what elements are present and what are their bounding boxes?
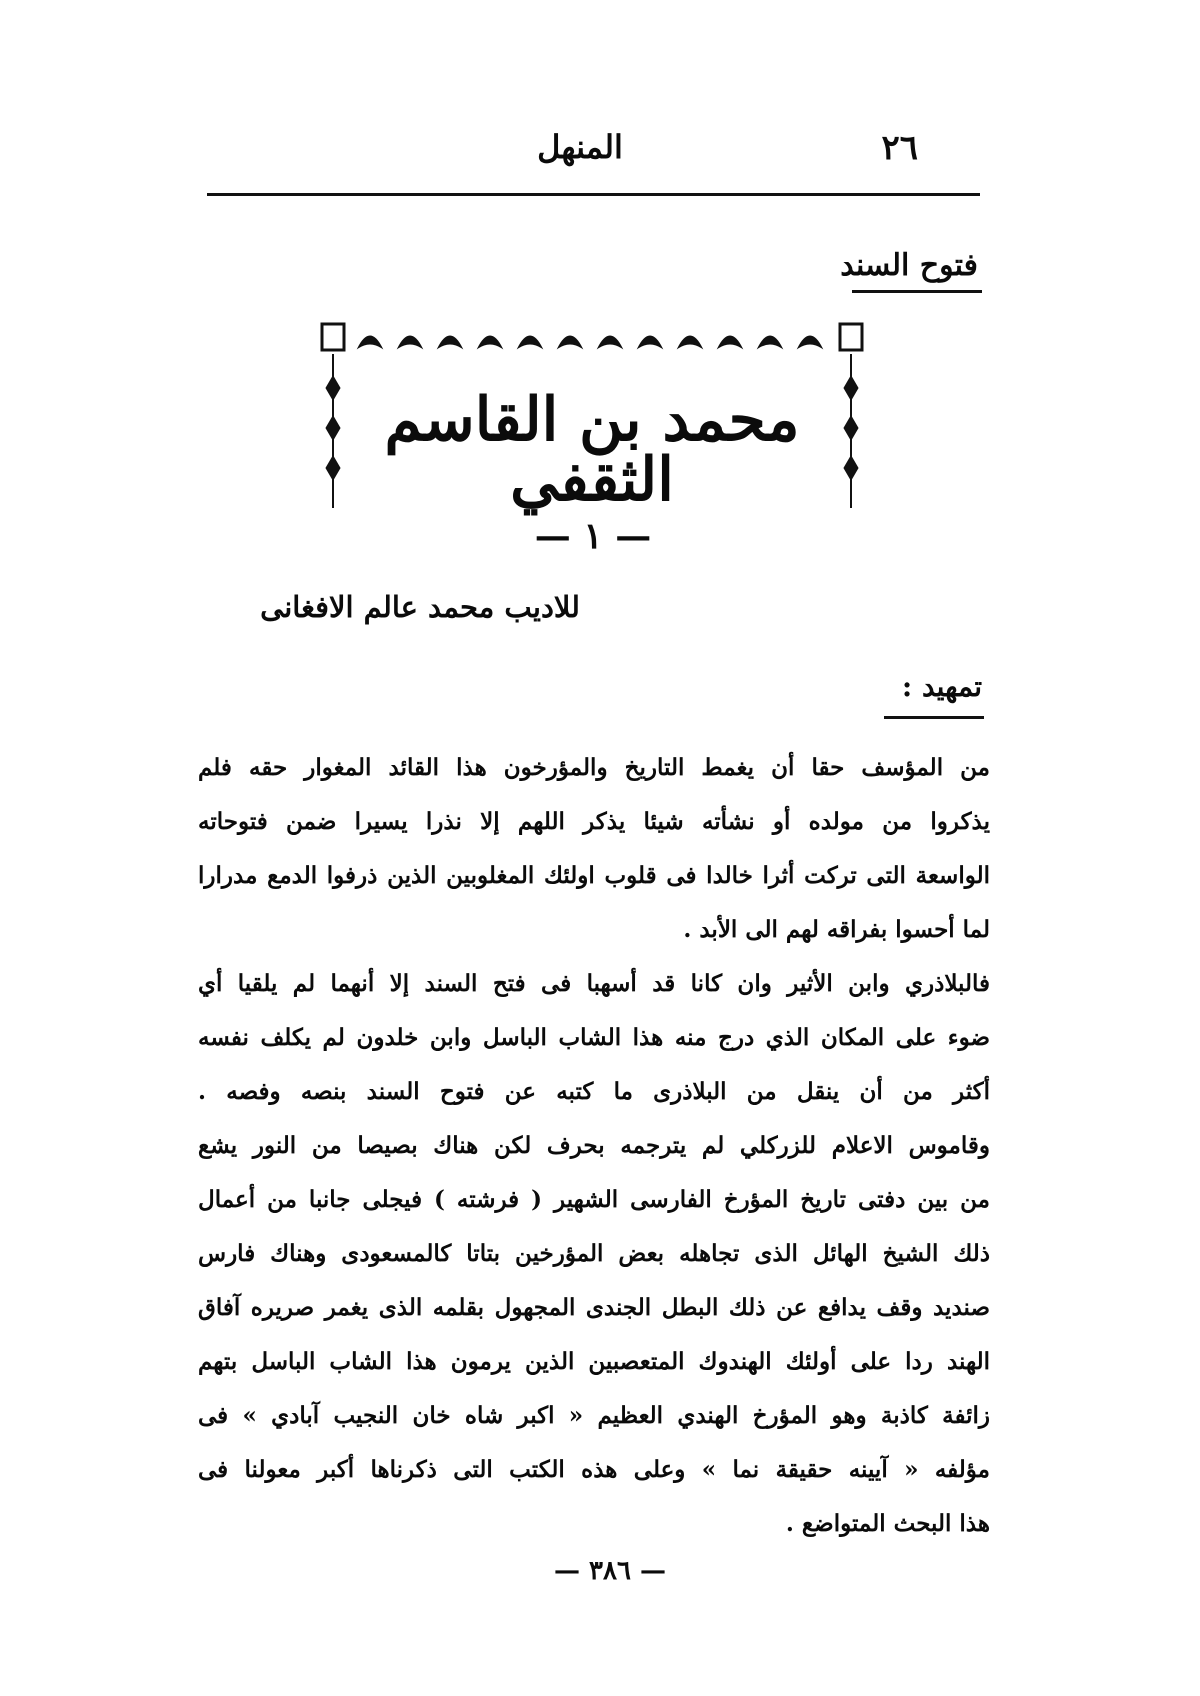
body-line: لما أحسوا بفراقه لهم الى الأبد . — [683, 916, 990, 943]
page-number-top: ٢٦ — [881, 128, 918, 168]
body-line: ذلك الشيخ الهائل الذى تجاهله بعض المؤرخين بتاتا كالمسعودى وهناك فارس — [198, 1240, 990, 1267]
ornament-leaf-icon — [758, 336, 782, 348]
body-line: الهند ردا على أولئك الهندوك المتعصبين الذين يرمون هذا الشاب الباسل بتهم — [198, 1348, 990, 1375]
header-rule — [207, 193, 980, 196]
ornament-leaf-icon — [478, 336, 502, 348]
body-line: مؤلفه « آيينه حقيقة نما » وعلى هذه الكتب التى ذكرناها أكبر معولنا فى — [198, 1456, 990, 1483]
ornament-leaf-icon — [438, 336, 462, 348]
ornament-row-top — [358, 336, 822, 348]
ornament-leaf-icon — [398, 336, 422, 348]
ornament-leaf-icon — [518, 336, 542, 348]
ornament-leaf-icon — [718, 336, 742, 348]
part-number: — ١ — — [534, 515, 652, 557]
body-line: يذكروا من مولده أو نشأته شيئا يذكر اللهم إلا نذرا يسيرا ضمن فتوحاته — [198, 808, 990, 835]
body-line: وقاموس الاعلام للزركلي لم يترجمه بحرف لكن هناك بصيصا من النور يشع — [198, 1132, 990, 1159]
section-label: فتوح السند — [840, 248, 978, 283]
ornament-leaf-icon — [598, 336, 622, 348]
ornament-leaf-icon — [678, 336, 702, 348]
section-rule — [852, 290, 982, 293]
body-line: ضوء على المكان الذي درج منه هذا الشاب الباسل وابن خلدون لم يكلف نفسه — [198, 1024, 990, 1051]
body-line: من بين دفتى تاريخ المؤرخ الفارسى الشهير ( فرشته ) فيجلى جانبا من أعمال — [198, 1186, 990, 1213]
body-line: أكثر من أن ينقل من البلاذرى ما كتبه عن فتوح السند بنصه وفصه . — [198, 1078, 990, 1105]
body-line: من المؤسف حقا أن يغمط التاريخ والمؤرخون هذا القائد المغوار حقه فلم — [198, 754, 990, 781]
body-line: زائفة كاذبة وهو المؤرخ الهندي العظيم « اكبر شاه خان النجيب آبادي » فى — [198, 1402, 990, 1429]
body-line: فالبلاذري وابن الأثير وان كانا قد أسهبا فى فتح السند إلا أنهما لم يلقيا أي — [198, 970, 990, 997]
ornament-leaf-icon — [558, 336, 582, 348]
body-text — [198, 748, 990, 1558]
journal-name: المنهل — [537, 128, 623, 166]
ornament-leaf-icon — [358, 336, 382, 348]
page-number-bottom: — ٣٨٦ — — [553, 1556, 667, 1586]
intro-rule — [884, 716, 984, 719]
ornament-leaf-icon — [638, 336, 662, 348]
running-header — [200, 128, 980, 176]
body-line: الواسعة التى تركت أثرا خالدا فى قلوب اولئك المغلوبين الذين ذرفوا الدمع مدرارا — [198, 862, 990, 889]
article-title: محمد بن القاسم الثقفي — [384, 385, 800, 515]
intro-heading: تمهيد : — [901, 670, 982, 703]
ornament-leaf-icon — [798, 336, 822, 348]
author-byline: للاديب محمد عالم الافغانى — [260, 590, 580, 624]
body-line: صنديد وقف يدافع عن ذلك البطل الجندى المجهول بقلمه الذى يغمر صريره آفاق — [198, 1294, 990, 1321]
body-line: هذا البحث المتواضع . — [785, 1510, 990, 1537]
